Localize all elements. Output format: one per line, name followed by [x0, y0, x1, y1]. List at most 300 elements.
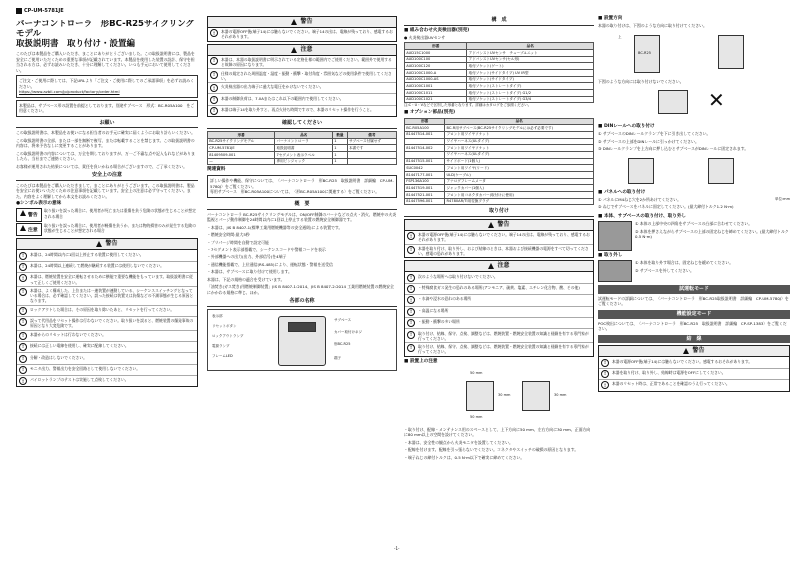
column-1 [16, 20, 198, 389]
warning-item-text: 本器のリセット時は、正常であることを確認のうえ行ってください。 [612, 381, 730, 387]
exclamation-icon: ! [210, 96, 218, 104]
table-cell: AUD100C1001 [405, 83, 467, 90]
onegai-item: お客様が運用された結果については、責任を負いかねる場合がございますので、ご了承ください。 [16, 163, 188, 169]
install-heading: ■ 設置方向 [598, 16, 623, 21]
table-cell: フロント用ワイヤソケット [445, 131, 594, 138]
table-cell: ジャックカバー(1個入) [445, 185, 594, 192]
table-row [405, 125, 594, 132]
dim-bottom: 50 mm [470, 414, 483, 419]
option-heading: ■ オプション部品(別売) [404, 110, 456, 116]
warning-item [208, 28, 396, 41]
related-text-2: 専用サブベース 形BC-R05A100については、〈形BC-R05A100に関連する〉をご覧ください。 [210, 189, 380, 195]
subbase-note-box: 本製品は、サブベース形の設置を前提としております。別途サブベース 形式：BC-R05A100 をご用意ください。 [16, 100, 198, 117]
table-cell: 81447521-001 [405, 191, 445, 198]
part-label: ロックアウトランプ [212, 334, 244, 339]
warning-item [17, 317, 197, 331]
placement-item: ・取り付け、配線・メンテナンス用のスペースとして、上下方向に50 mm、左右方向に30 mm、正面方向に80 mm以上の空間を設けてください。 [404, 426, 591, 438]
table-row [405, 171, 594, 178]
table-cell: 取扱説明書 [275, 145, 333, 152]
safety-heading: 安全上の注意 [16, 172, 198, 181]
install-ng-figure [598, 86, 790, 122]
exclamation-icon: ! [210, 57, 218, 65]
table-row [405, 83, 594, 90]
panel-unit: 単位:mm [775, 196, 790, 201]
legend-warning-label: 警告 [16, 208, 42, 221]
din-step: ③ DINレールクランプを上方向に押し込むとサブベースがDINレールに固定されます。 [598, 146, 749, 152]
table-row [405, 63, 594, 70]
table-row [208, 151, 397, 158]
exclamation-icon: ! [19, 343, 27, 351]
onegai-item: この取扱説明書は、本製品をお使いになる担当者のお手元に確実に届くようにお取り計らいください。 [16, 130, 195, 136]
table-cell [347, 151, 396, 158]
feature-item: ・本器は、サブベースに取り付けて使用します。 [207, 269, 292, 275]
warning-item-text: 本器の電源OFF後(端子14)には触らないでください。端子14の出は、電線が残っており、感電するおそれがあります。 [418, 232, 590, 243]
table-row [405, 151, 594, 158]
warning-item [599, 380, 789, 390]
table-cell: BC-R05A100 [405, 125, 445, 132]
dim-side: 30 mm [554, 392, 567, 397]
dim-middle: 30 mm [498, 392, 511, 397]
exclamation-icon: ! [407, 331, 415, 339]
table-cell: 取付ソケット(ゲート) [467, 63, 594, 70]
warning-item [17, 250, 197, 261]
feature-item: ・プリパージ時間を自動で設定可能 [207, 239, 269, 245]
table-row [405, 145, 594, 152]
table-cell: AUD100C1000-A [405, 70, 467, 77]
warning-item [405, 318, 593, 329]
exclamation-icon: ! [601, 370, 609, 378]
attach-list [635, 221, 790, 251]
warning-item [17, 262, 197, 273]
table-cell: サブベース付属せず [347, 138, 396, 145]
table-cell: 1 [333, 158, 348, 165]
related-box [207, 175, 397, 197]
table-cell: AUD15C1000 [405, 50, 467, 57]
caution-block [207, 44, 397, 117]
din-list [598, 131, 790, 151]
table-cell: BC-R用サブベース(BC-R25サイクリングモデルには必ず必要です) [445, 125, 594, 132]
warning-item-text: 取り付け、結線、保守、点検、調整などは、燃焼装置・燃焼安全装置の知識と経験を有する専門家が行ってください。 [418, 330, 589, 341]
placement-item: ・配線を付けます。配線を引っ張らないでください。コネクタやスイッチの破損の原因となります。 [404, 447, 579, 453]
doc-id: CP-UM-5781JE [16, 8, 64, 15]
table-row [405, 56, 594, 63]
warning-item-text: ・水滴や浸水の恐れのある場所 [418, 296, 472, 302]
feature-item: ・燃焼安全時間:最大5秒 [207, 232, 250, 238]
exclamation-icon: ! [19, 355, 27, 363]
warning-item [599, 357, 789, 368]
device-left-illustration [466, 381, 494, 411]
exclamation-icon: ! [407, 274, 415, 282]
table-cell: サイドボード(1個入) [445, 158, 594, 165]
safety-text: このたびは本製品をご購入いただきまして、まことにありがとうございます。この取扱説明書は、製品を安全にお使いいただくための注意事項を記載しています。安全上の注意は必ず守ってください。また、内容をよく理解してから本文をお読みください。 [16, 182, 195, 199]
table-row [208, 158, 397, 165]
table-cell: 81447515-001 [405, 158, 445, 165]
warning-item [405, 329, 593, 343]
table-cell: BC-R25サイクリングモデル [208, 138, 275, 145]
exclamation-icon: ! [19, 318, 27, 326]
table-row [208, 138, 397, 145]
warning-header: 警告 [405, 220, 593, 231]
exclamation-icon: ! [601, 359, 609, 367]
table-row [405, 178, 594, 185]
warning-list [17, 250, 197, 386]
warning-item [405, 307, 593, 318]
panel-step: ② ねじでサブベースをパネルに固定してください。(最大締付トルク1.2 N·m) [598, 204, 734, 210]
mounting-heading: 取り付け [404, 208, 594, 217]
table-cell: FSP136A100 [405, 178, 445, 185]
table-cell [347, 158, 396, 165]
table-header-cell: 備考 [347, 131, 396, 138]
notice-text: ご注文・ご使用に際しては、下記URLより「ご注文・ご使用に際してのご承諾事項」を必ずお読みください。 [19, 78, 195, 89]
exclamation-icon: ! [407, 246, 415, 254]
feature-item: ・本器は、JIS B 8407-1(標準工業用燃焼機器等の安全通則)による装置です。 [207, 224, 343, 230]
combo-note: 注:C・U・Vなどで区別した形番となります。詳細はカタログをご参照ください。 [404, 103, 532, 108]
table-cell: 取付ソケット(サイドタイプ) UV IR型 [467, 70, 594, 77]
column-4 [598, 14, 790, 394]
table-cell [405, 151, 445, 158]
warning-item-text: 次のような場所へは取り付けないでください。 [418, 273, 498, 279]
combo-subheading: ● 火炎検出器UVセンサ [404, 34, 446, 40]
spacing-diagram [404, 367, 594, 425]
legend-warning-text: 取り扱いを誤った場合に、使用者が死亡または重傷を負う危険の状態が生じることが想定される場合 [44, 208, 196, 219]
warning-item-text: 本器の電源OFF後(端子14)には触らないでください。感電するおそれがあります。 [612, 358, 753, 364]
table-header-cell: 数量 [333, 131, 348, 138]
exclamation-icon: ! [407, 232, 415, 240]
table-header-cell: 形番 [405, 118, 445, 125]
exclamation-icon: ! [19, 274, 27, 282]
warning-item [405, 245, 593, 258]
warning-item-text: ・振動・衝撃の多い場所 [418, 319, 460, 325]
table-header-row [208, 131, 397, 138]
exclamation-icon: ! [19, 288, 27, 296]
package-table [207, 131, 397, 165]
din-figure [598, 154, 790, 188]
title-line-2: 取扱説明書 取り付け・設置編 [16, 38, 136, 49]
exclamation-icon: ! [210, 107, 218, 115]
warning-item-text: 誤って代用品をリセット操作は行わないでください。取り扱いを誤ると、燃焼装置の爆発事故の原因となり大変危険です。 [30, 318, 194, 329]
table-cell: 81447514-001 [405, 131, 445, 138]
table-row [208, 145, 397, 152]
warning-header: 警告 [208, 17, 396, 28]
part-label: カバー取付けネジ [334, 330, 362, 335]
table-cell: — [208, 158, 275, 165]
onegai-heading: お願い [16, 120, 198, 129]
device-ok-illustration-2 [718, 35, 744, 69]
panel-row [598, 197, 790, 212]
table-row [405, 191, 594, 198]
warning-item-text: 本器の電源OFF後(端子14)には触らないでください。端子14の出は、電線が残っており、感電するおそれがあります。 [221, 29, 393, 40]
exclamation-icon: ! [19, 252, 27, 260]
feature-item: ・外部機器への出力(出力、外部信号)を4端子 [207, 254, 287, 260]
warning-item [405, 284, 593, 295]
features-list [207, 225, 397, 275]
attach-step: ① 本体の上部中央の四角をサブベースの凸部に合わせてください。 [635, 221, 753, 227]
table-cell: 本書です [347, 145, 396, 152]
warning-item [17, 306, 197, 317]
warning-item-text: 接続には正しい電線を使用し、確実に配線してください。 [30, 343, 129, 349]
table-cell: AUD100C100 [405, 56, 467, 63]
warning-item-text: 分解・改造はしないでください。 [30, 354, 87, 360]
legend-warning [16, 208, 198, 221]
remove-row [598, 260, 790, 282]
confirm-heading: 確認してください [207, 120, 397, 129]
table-cell: アドバンストUVセンサ チューブユニット [467, 50, 594, 57]
install-text-2: 下図のような方向には取り付けないでください。 [598, 78, 684, 84]
related-heading: 関連資料 [207, 167, 226, 173]
attach-step: ② 本体を押さえながらサブベースの上部の固定ねじを締めてください。(最大締付トルク 0.5 N·m) [635, 228, 789, 239]
warning-item [599, 369, 789, 380]
part-label: 表示部 [212, 314, 223, 319]
install-direction-figure [598, 31, 790, 77]
warning-header: 警告 [17, 239, 197, 250]
table-cell: 取付ソケット(ストレートタイプ) [467, 83, 594, 90]
din-heading: ■ DINレールへの取り付け [598, 124, 655, 130]
warning-item-text: 本器は、24時間以内に1回以上停止する装置に使用してください。 [30, 251, 144, 257]
table-header-row [405, 118, 594, 125]
placement-item: ・端子ねじの締付トルクは、0.5 N·m以下で確実に締めてください。 [404, 454, 525, 460]
attach-row [598, 221, 790, 251]
table-cell: ULD(ケーブル) [445, 171, 594, 178]
combo-heading: ■ 組み合わせ火炎検出器(別売) [404, 27, 470, 33]
install-text: 本器の取り付けは、下図のような方向に取り付けてください。 [598, 23, 707, 29]
warning-item-text: 本器を取り付け、取り外し、結線時は電源をOFFにしてください。 [612, 370, 726, 375]
part-label: 端子 [334, 356, 341, 361]
table-header-cell: 品名 [445, 118, 594, 125]
table-cell: 1 [333, 145, 348, 152]
combo-table [404, 42, 594, 103]
warning-list [599, 357, 789, 390]
wiring-warning-block [598, 345, 790, 391]
warning-item [208, 83, 396, 94]
warning-item [17, 342, 197, 353]
warning-item-text: ・特殊腐食ガス発生の恐れのある場所(アンモニア、硫黄、塩素、エチレン化合物、酸、その他) [418, 285, 580, 291]
table-cell: 取付ソケット(サイドタイプ) [467, 76, 594, 83]
table-cell: 81447514-002 [405, 145, 445, 152]
remove-heading: ■ 取り外し [598, 253, 623, 259]
warning-triangle-icon [20, 225, 26, 231]
exclamation-icon: ! [210, 71, 218, 79]
warning-item [405, 231, 593, 245]
table-row [405, 198, 594, 205]
table-header-cell: 形番 [208, 131, 275, 138]
table-cell [405, 138, 445, 145]
table-cell: AUD100C1000-AS [405, 76, 467, 83]
warning-item [208, 94, 396, 105]
table-row [405, 50, 594, 57]
warning-item-text: 仕様の規定された周囲温度・湿度・振動・衝撃・取付角度・雰囲気などの使用条件で使用してください。 [221, 70, 392, 81]
overview-heading: 概 要 [207, 201, 397, 210]
placement-list [404, 427, 594, 460]
exclamation-icon: ! [407, 285, 415, 293]
din-step: ① サブベースのDINレールクランプを下に引き出してください。 [598, 131, 711, 137]
warning-triangle-icon [488, 263, 494, 269]
panel-heading: ■ パネルへの取り付け [598, 189, 646, 195]
warning-list [208, 28, 396, 41]
warning-item [17, 376, 197, 386]
feature-item: ・通信機能搭載で、上位通信(RS-485)により、運転状態・警報を送受信 [207, 261, 333, 267]
panel-step: ① パネルにM4ねじ穴を2か所あけてください。 [598, 196, 682, 202]
table-row [405, 131, 594, 138]
exclamation-icon: ! [407, 344, 415, 352]
warning-triangle-icon [683, 348, 689, 354]
caution-list [208, 56, 396, 116]
warning-triangle-icon [488, 222, 494, 228]
wiring-heading: 結 線 [598, 335, 790, 344]
mounting-warning-block [404, 219, 594, 258]
remove-step: ② サブベースを外してください。 [635, 267, 694, 273]
part-names-figure [207, 309, 397, 371]
table-cell: AUD100C120 [405, 63, 467, 70]
exclamation-icon: ! [19, 307, 27, 315]
warning-triangle-icon [96, 241, 102, 247]
table-cell: フロント用ワイヤ(リード) [445, 165, 594, 172]
warning-item-text: 本器は、本器の取扱説明書に明示されている定格仕様の範囲内でご使用ください。範囲外で使用すると故障の原因になります。 [221, 57, 392, 68]
onegai-item: この取扱説明書の内容については、万全を期しておりますが、万一ご不審な点や記入もれなどがありましたら、当社までご連絡ください。 [16, 150, 195, 162]
table-cell: アナログフレームメータ [445, 178, 594, 185]
warning-item [405, 343, 593, 356]
device-ng-illustration [658, 90, 688, 114]
placement-heading: ■ 設置上の注意 [404, 358, 438, 364]
warning-item-text: パイロットランプのテストは実施して点検してください。 [30, 377, 129, 383]
table-cell: 専用ピンジャック [275, 158, 333, 165]
dim-top: 50 mm [470, 370, 483, 375]
warning-item-text: 本器の制御負荷は、7.0Aまたはこれ以下の範囲内で使用してください。 [221, 95, 344, 101]
option-table [404, 118, 594, 206]
table-cell: AUD100C1021 [405, 96, 467, 103]
part-label: 形BC-R25 [334, 342, 351, 347]
warning-triangle-icon [20, 210, 26, 216]
table-row [405, 165, 594, 172]
table-cell: アドバンストUVセンサ(セル形) [467, 56, 594, 63]
column-2 [207, 14, 397, 373]
table-cell: 81447177-001 [405, 171, 445, 178]
related-text: 詳しい操作や機能、保守については、〈バーナコントローラ 形BC-R25 取扱説明書 詳細編 CP-UM-5780J〉をご覧ください。 [210, 178, 394, 189]
placement-item: ・本器は、安全性の観点から火炎モニタを設置してください。 [404, 439, 513, 445]
table-cell: 取付ソケット(ストレートタイプ) G3/4 [467, 96, 594, 103]
table-row [405, 90, 594, 97]
part-names-heading: 各部の名称 [207, 298, 397, 307]
exclamation-icon: ! [407, 296, 415, 304]
warning-item-text: 本器は、よく構成した、上位または一連装置が連動している、シーケンススイッチングとなっている場合は、必ず確認してください。誤った接続は装置又は負傷などの不測事態が生じる原因となります。 [30, 288, 194, 304]
standards-heading: 本器は、下記の規格の適合を受けています。 [207, 276, 285, 282]
cross-icon: ✕ [708, 88, 725, 113]
exclamation-icon: ! [601, 381, 609, 389]
table-header-cell: 品名 [467, 43, 594, 50]
caution-header: 注意 [208, 45, 396, 56]
warning-item [17, 365, 197, 376]
table-header-cell: 形番 [405, 43, 467, 50]
table-header-row [405, 43, 594, 50]
exclamation-icon: ! [19, 332, 27, 340]
remove-list [635, 260, 790, 282]
device-right-illustration [522, 381, 550, 411]
warning-list [405, 231, 593, 257]
part-label: サブベース [334, 318, 352, 323]
exclamation-icon: ! [407, 319, 415, 327]
part-label: 電源ランプ [212, 344, 230, 349]
table-row [405, 76, 594, 83]
remove-step: ① 本体を取り外す場合は、固定ねじを緩めてください。 [635, 260, 734, 266]
table-body [405, 50, 594, 103]
table-cell: 81447596-001 [405, 198, 445, 205]
legend-caution [16, 223, 198, 236]
config-heading: 構 成 [404, 17, 594, 26]
attach-heading: ■ 本体、サブベースの取り付け、取り外し [598, 213, 687, 219]
exclamation-icon: ! [210, 29, 218, 37]
order-url-link[interactable]: https://www.azbil.com/jp/product/factory/order.html [19, 89, 120, 95]
warning-item [405, 272, 593, 283]
caution-header: 注意 [405, 261, 593, 272]
device-display-illustration [288, 322, 316, 332]
warning-item [17, 273, 197, 287]
warning-item-text: 本器は端子14を取り外すと、再点火待ち時間ですので、本器のリセット操作を行うこと。 [221, 107, 374, 112]
table-row [405, 96, 594, 103]
warning-item-text: モニタ出力、警報出力を安全回路として使用しないでください。 [30, 365, 141, 371]
func-mode-text: POC検出については、〈バーナコントローラ 形BC-R25 取扱説明書 詳細編 CP-SP-1383〉をご覧ください。 [598, 320, 787, 332]
exclamation-icon: ! [210, 84, 218, 92]
table-cell: 7セグメント表示ラベル [275, 151, 333, 158]
table-row [405, 138, 594, 145]
feature-item: ・7セグメント表示部搭載で、シーケンスコードや警報コードを表示 [207, 246, 326, 252]
exclamation-icon: ! [19, 263, 27, 271]
warning-item-text: 本器は、24時間以上連続して燃焼が継続する装置には使用しないでください。 [30, 263, 164, 269]
table-cell: SUC0042 [405, 165, 445, 172]
table-cell: 81409509-001 [208, 151, 275, 158]
logo-square-icon [16, 8, 22, 14]
warning-item [208, 69, 396, 83]
device-ok-label: BC-R25 [638, 50, 651, 55]
intro-text: このたびは本製品をご購入いただき、まことにありがとうございました。この取扱説明書には、製品を安全にご使用いただくための重要な事項が記載されています。本製品を使用した装置の設計、保守を担当される方は、必ずお読みいただき、十分に理解してください。いつも手元において使用してください。 [16, 51, 195, 73]
table-cell: 81447519-001 [405, 185, 445, 192]
subbase-illustration-2 [708, 158, 734, 184]
table-cell: ワイヤハーネス(ULタイプ) [445, 138, 594, 145]
warning-item-text: 本器を取り付け、取り外し、および結線のときは、本器および接続機器の電源をすべて切ってください。感電の恐れがあります。 [418, 245, 589, 257]
warning-item-text: ロックアウトした場合は、その原因を取り除いたあと、リセットを行ってください。 [30, 306, 175, 312]
overview-text: バーナコントローラ BC-R25サイクリングモデルは、ON/OFF制御のバーナなどの点火・消火、燃焼中の火炎監視とパージ動作制御を24時間以内に1回以上停止する装置の燃焼安全制御器です。 [207, 211, 397, 223]
table-cell: 1 [333, 151, 348, 158]
table-header-cell: 品名 [275, 131, 333, 138]
warning-item-text: 火炎検出器の出力端子に過大な電圧をかけないでください。 [221, 84, 324, 90]
legend-caution-label: 注意 [16, 223, 42, 236]
standards-text: 「油焚き(ガス焚き)用燃焼制御装置」JIS B 8407-1:2014、JIS B 8407-2:2014 工業用燃焼装置の燃焼安全にかかわる規格に準じ、ほか。 [207, 284, 394, 295]
warning-block-2 [207, 16, 397, 42]
up-label: 上 [618, 34, 622, 39]
table-cell: フロント用ワイヤソケット [445, 145, 594, 152]
symbol-heading: ●シンボル表示の意味 [16, 201, 62, 207]
mounting-caution-block [404, 260, 594, 356]
column-3 [404, 14, 594, 462]
warning-item [208, 56, 396, 70]
test-mode-text: 試運転モードの詳細については、〈バーナコントローラ 形BC-R25取扱説明書 詳細編 CP-UM-5780J〉をご覧ください。 [598, 295, 789, 307]
exclamation-icon: ! [19, 366, 27, 374]
table-row [405, 158, 594, 165]
table-cell: AUD100C1011 [405, 90, 467, 97]
exclamation-icon: ! [407, 308, 415, 316]
warning-item [17, 287, 197, 306]
table-cell: バーナコントローラ [275, 138, 333, 145]
warning-item [405, 295, 593, 306]
table-row [405, 70, 594, 77]
warning-item [17, 331, 197, 342]
func-mode-heading: 機能設定モード [598, 310, 790, 319]
din-step: ② サブベースの上部をDINレールに引っかけてください。 [598, 138, 699, 144]
table-body [208, 138, 397, 165]
warning-item-text: 取り付け、結線、保守、点検、調整などは、燃焼装置・燃焼安全装置の知識と経験を有する専門家が行ってください。 [418, 344, 589, 355]
onegai-list [16, 130, 198, 169]
table-cell: フロント用コネクタカバー(取付けに使用) [445, 191, 594, 198]
warning-item-text: ・高温になる場所 [418, 307, 449, 313]
part-label: リセットボタン [212, 324, 237, 329]
